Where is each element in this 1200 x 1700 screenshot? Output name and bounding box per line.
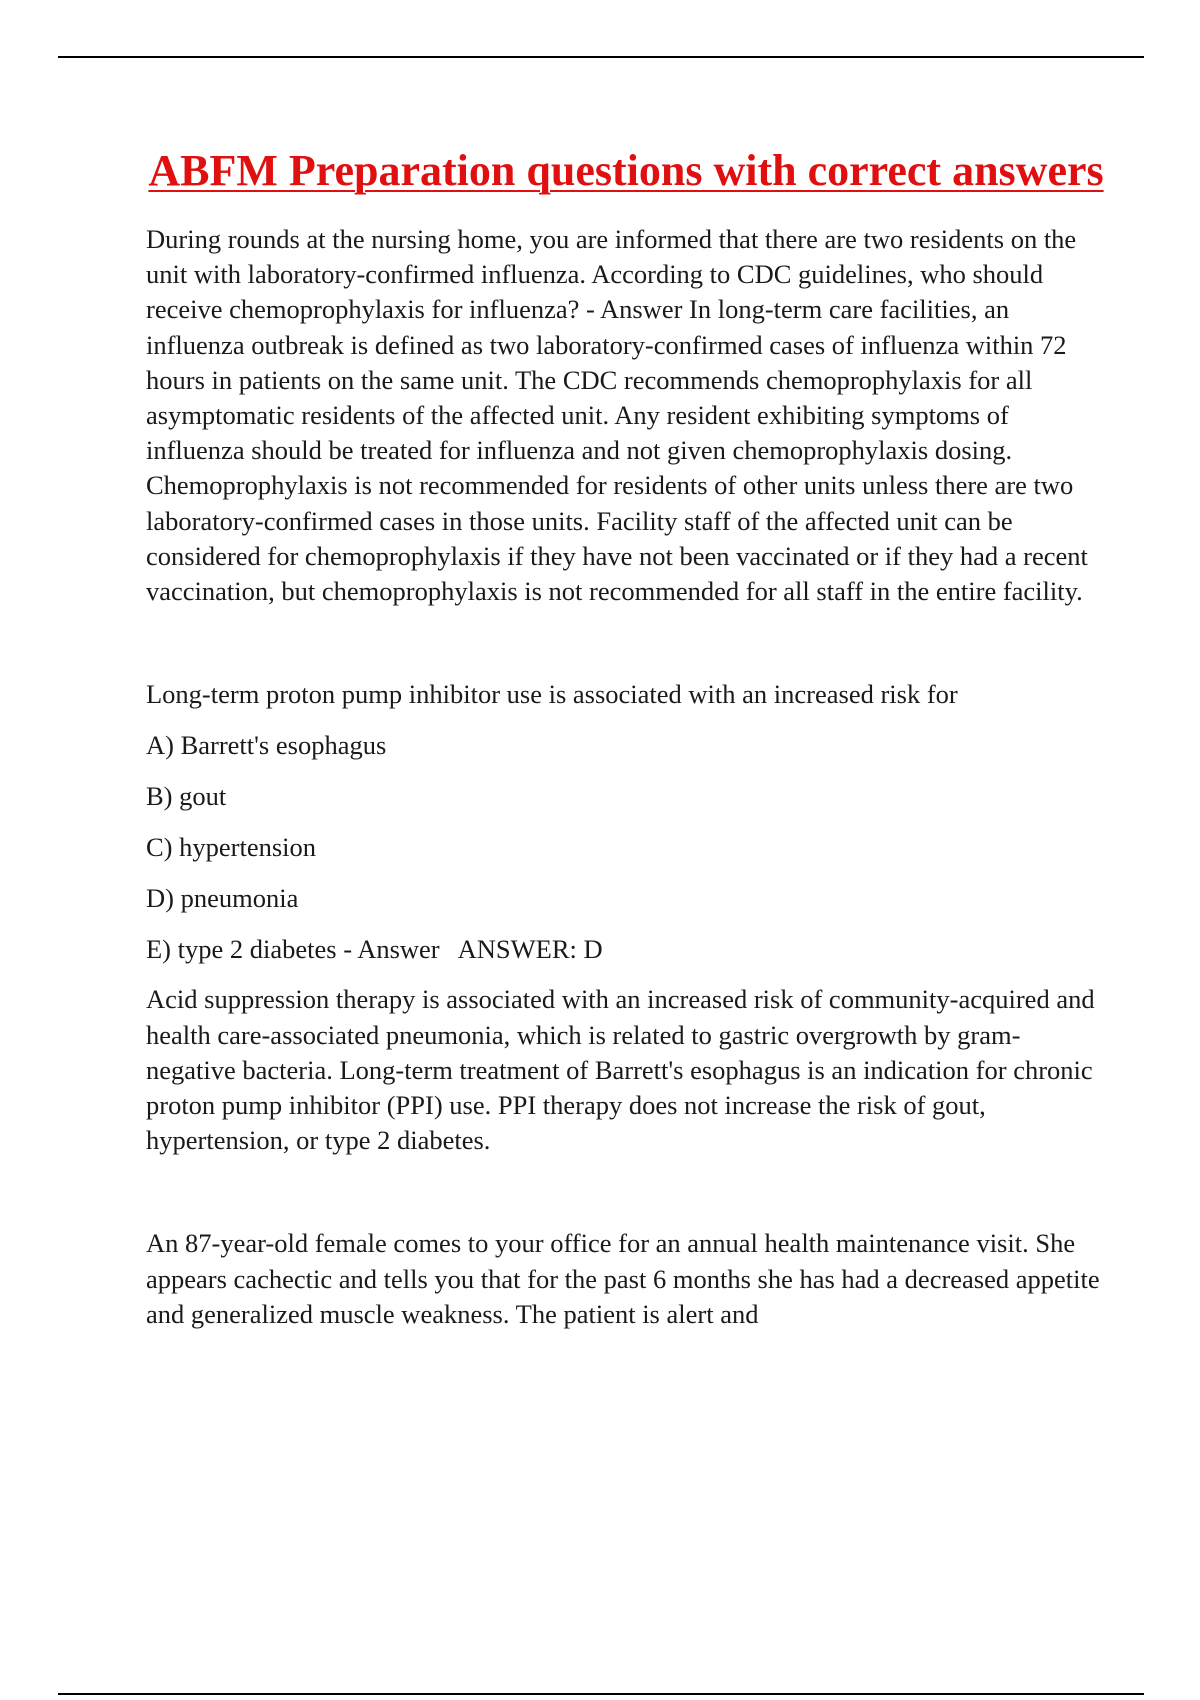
question-1-text: During rounds at the nursing home, you are informed that there are two residents on the unit with laboratory-confirmed influenza. According to CDC guidelines, who should receive chemoprophylaxis for influenza? - Answer In long-term care facilities, an influenza outbreak is defined as two laboratory-confirmed cases of influenza within 72 hours in patients on the same unit. The CDC recommends chemoprophylaxis for all asymptomatic residents of the affected unit. Any resident exhibiting symptoms of influenza should be treated for influenza and not given chemoprophylaxis dosing. Chemoprophylaxis is not recommended for residents of other units unless there are two laboratory-confirmed cases in those units. Facility staff of the affected unit can be considered for chemoprophylaxis if they have not been vaccinated or if they had a recent vaccination, but chemoprophylaxis is not recommended for all staff in the entire facility. (146, 224, 1088, 607)
question-2-stem: Long-term proton pump inhibitor use is associated with an increased risk for (146, 679, 958, 710)
section-spacer (146, 609, 1106, 677)
question-2-explanation: Acid suppression therapy is associated with an increased risk of community-acquired and health care-associated pneumonia, which is related to gastric overgrowth by gram-negative bacteria. Long-term treatment of Barrett's esophagus is an indication for chronic proton pump inhibitor (PPI) use. PPI therapy does not increase the risk of gout, hypertension, or type 2 diabetes. (146, 984, 1095, 1156)
answer-label: ANSWER: D (457, 934, 603, 965)
section-spacer (146, 1158, 1106, 1226)
option-d: D) pneumonia (146, 883, 299, 914)
question-3-text: An 87-year-old female comes to your office for an annual health maintenance visit. She appears cachectic and tells you that for the past 6 months she has had a decreased appetite and generalized muscle weakness. The patient is alert and (146, 1228, 1100, 1329)
document-title: ABFM Preparation questions with correct answers (148, 146, 1104, 195)
option-e: E) type 2 diabetes - Answer (146, 934, 440, 965)
option-b: B) gout (146, 781, 227, 812)
option-c: C) hypertension (146, 832, 317, 863)
top-rule (58, 56, 1144, 58)
page-content (146, 140, 1106, 1332)
bottom-rule (58, 1693, 1144, 1695)
option-a: A) Barrett's esophagus (146, 730, 387, 761)
option-e-line (146, 931, 1106, 967)
